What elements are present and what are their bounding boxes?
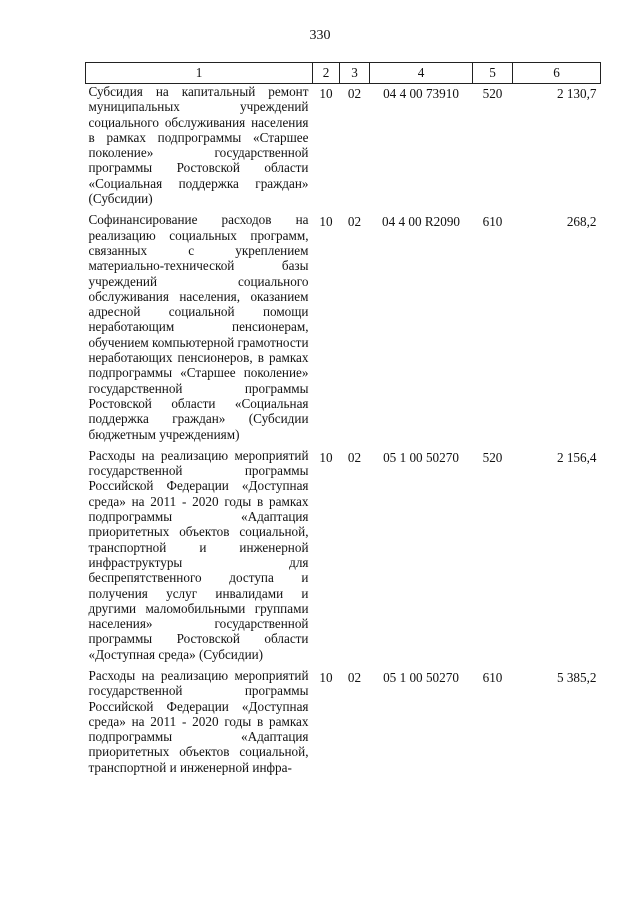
row-subsection: 02 <box>347 214 362 230</box>
row-subsection: 02 <box>347 449 362 465</box>
header-col-5: 5 <box>473 63 513 84</box>
row-expense-type: 520 <box>482 86 503 101</box>
table-row <box>86 448 601 668</box>
row-section: 10 <box>319 86 333 101</box>
row-section: 10 <box>319 669 333 685</box>
row-subsection: 02 <box>347 86 362 101</box>
row-target-article: 04 4 00 R2090 <box>381 214 461 230</box>
header-col-1: 1 <box>86 63 313 84</box>
row-expense-type: 520 <box>482 449 503 465</box>
row-amount: 268,2 <box>566 214 597 230</box>
header-col-2: 2 <box>313 63 340 84</box>
page-number: 330 <box>309 28 331 43</box>
table-header-row <box>86 63 601 84</box>
row-name: Субсидия на капитальный ремонт муниципальных учреждений социального обслуживания населения в рамках подпрограммы «Старшее поколение» государственной программы Ростовской области «Социальная поддержка граждан» (Субсидии) <box>88 84 309 207</box>
row-name: Софинансирование расходов на реализацию социальных программ, связанных с укреплением материально-технической базы учреждений социального обслуживания населения, оказанием адресной социальной помощи неработающим пенсионерам, обучением компьютерной грамотности неработающих пенсионеров, в рамках подпрограммы «Старшее поколение» государственной программы Ростовской области «Социальная поддержка граждан» (Субсидии бюджетным учреждениям) <box>88 212 309 442</box>
row-name: Расходы на реализацию мероприятий государственной программы Российской Федерации «Доступная среда» на 2011 - 2020 годы в рамках подпрограммы «Адаптация приоритетных объектов социальной, транспортной и инженерной инфраструктуры для беспрепятственного доступа и получения услуг инвалидами и другими маломобильными группами населения» государственной программы Ростовской области «Доступная среда» (Субсидии) <box>88 447 309 662</box>
row-target-article: 05 1 00 50270 <box>383 449 459 465</box>
row-section: 10 <box>319 214 333 230</box>
row-amount: 2 156,4 <box>556 449 597 465</box>
row-subsection: 02 <box>347 669 362 685</box>
table-row <box>86 212 601 447</box>
row-section: 10 <box>319 449 333 465</box>
table-row <box>86 84 601 213</box>
header-col-3: 3 <box>340 63 370 84</box>
row-expense-type: 610 <box>482 214 503 230</box>
row-amount: 2 130,7 <box>556 86 597 101</box>
header-col-6: 6 <box>513 63 601 84</box>
row-expense-type: 610 <box>482 669 503 685</box>
row-target-article: 04 4 00 73910 <box>383 86 459 101</box>
row-target-article: 05 1 00 50270 <box>383 669 459 685</box>
row-amount: 5 385,2 <box>556 669 597 685</box>
budget-table <box>85 62 601 781</box>
row-name: Расходы на реализацию мероприятий государственной программы Российской Федерации «Доступная среда» на 2011 - 2020 годы в рамках подпрограммы «Адаптация приоритетных объектов социальной, транспортной и инженерной инфра- <box>88 667 309 775</box>
table-row <box>86 668 601 781</box>
header-col-4: 4 <box>370 63 473 84</box>
